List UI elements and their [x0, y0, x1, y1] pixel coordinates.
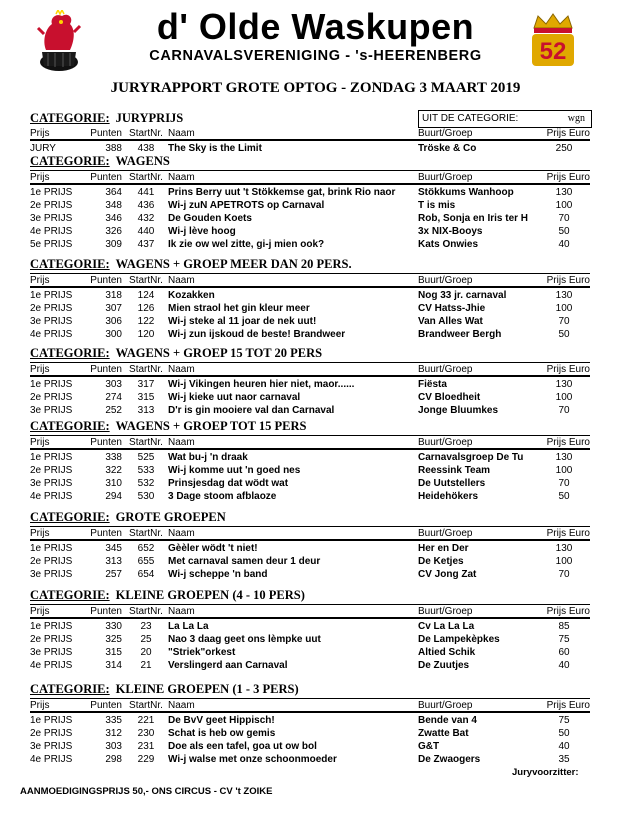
cell-naam: Wi-j scheppe 'n band: [168, 569, 268, 580]
cell-startnr: 122: [137, 316, 155, 327]
cell-prijs: 2e PRIJS: [30, 200, 73, 211]
category-title: [30, 256, 590, 273]
cell-euro: 100: [555, 392, 573, 403]
cell-startnr: 120: [137, 329, 155, 340]
cell-euro: 40: [558, 741, 570, 752]
column-header-euro: Prijs Euro: [546, 606, 590, 617]
cell-euro: 130: [555, 290, 573, 301]
cell-euro: 50: [558, 226, 570, 237]
cell-buurt: CV Hatss-Jhie: [418, 303, 486, 314]
column-header-naam: Naam: [168, 128, 195, 139]
column-header-startnr: StartNr.: [129, 437, 163, 448]
category-box-value: wgn: [567, 113, 585, 124]
column-header-punten: Punten: [90, 606, 122, 617]
cell-punten: 309: [105, 239, 122, 250]
column-header-buurt: Buurt/Groep: [418, 364, 473, 375]
cell-prijs: 1e PRIJS: [30, 290, 73, 301]
category-title: [30, 153, 590, 170]
column-header-punten: Punten: [90, 172, 122, 183]
cell-euro: 70: [558, 213, 570, 224]
column-header-euro: Prijs Euro: [546, 364, 590, 375]
cell-startnr: 25: [140, 634, 152, 645]
category-name: KLEINE GROEPEN (1 - 3 PERS): [115, 682, 299, 696]
category-label: CATEGORIE:: [30, 346, 110, 360]
category-section: [30, 681, 590, 766]
column-header-punten: Punten: [90, 700, 122, 711]
cell-prijs: 2e PRIJS: [30, 728, 73, 739]
cell-euro: 50: [558, 491, 570, 502]
column-header-naam: Naam: [168, 172, 195, 183]
cell-punten: 257: [105, 569, 122, 580]
category-title: [30, 418, 590, 435]
juryvoorzitter-label: Juryvoorzitter:: [512, 767, 579, 778]
cell-startnr: 315: [137, 392, 155, 403]
table-row: [30, 212, 590, 225]
cell-startnr: 436: [137, 200, 155, 211]
cell-punten: 338: [105, 452, 122, 463]
table-row: [30, 289, 590, 302]
cell-punten: 252: [105, 405, 122, 416]
cell-buurt: 3x NIX-Booys: [418, 226, 483, 237]
column-header-buurt: Buurt/Groep: [418, 172, 473, 183]
cell-naam: De BvV geet Hippisch!: [168, 715, 275, 726]
cell-punten: 314: [105, 660, 122, 671]
cell-naam: Wi-j komme uut 'n goed nes: [168, 465, 301, 476]
cell-startnr: 124: [137, 290, 155, 301]
column-header-buurt: Buurt/Groep: [418, 128, 473, 139]
cell-buurt: Reessink Team: [418, 465, 491, 476]
column-header-punten: Punten: [90, 275, 122, 286]
cell-startnr: 440: [137, 226, 155, 237]
cell-buurt: De Zuutjes: [418, 660, 470, 671]
table-row: [30, 740, 590, 753]
cell-euro: 70: [558, 569, 570, 580]
cell-punten: 388: [105, 143, 122, 154]
column-header-startnr: StartNr.: [129, 275, 163, 286]
aanmoedigingsprijs-note: AANMOEDIGINGSPRIJS 50,- ONS CIRCUS - CV 't ZOIKE: [20, 786, 273, 797]
cell-naam: Prins Berry uut 't Stökkemse gat, brink Rio naor: [168, 187, 396, 198]
table-row: [30, 378, 590, 391]
cell-punten: 325: [105, 634, 122, 645]
cell-naam: La La La: [168, 621, 209, 632]
cell-startnr: 655: [137, 556, 155, 567]
table-row: [30, 659, 590, 672]
table-row: [30, 302, 590, 315]
cell-prijs: 3e PRIJS: [30, 647, 73, 658]
column-header-naam: Naam: [168, 275, 195, 286]
cell-startnr: 654: [137, 569, 155, 580]
cell-startnr: 652: [137, 543, 155, 554]
cell-naam: Gèèler wödt 't niet!: [168, 543, 258, 554]
cell-startnr: 438: [137, 143, 155, 154]
cell-euro: 85: [558, 621, 570, 632]
cell-euro: 100: [555, 465, 573, 476]
cell-buurt: Altied Schik: [418, 647, 476, 658]
table-row: [30, 199, 590, 212]
cell-prijs: 3e PRIJS: [30, 741, 73, 752]
cell-punten: 313: [105, 556, 122, 567]
club-title: d' Olde Waskupen: [156, 6, 475, 47]
category-name: WAGENS + GROEP MEER DAN 20 PERS.: [115, 257, 352, 271]
cell-buurt: T is mis: [418, 200, 456, 211]
column-header-startnr: StartNr.: [129, 528, 163, 539]
cell-prijs: 2e PRIJS: [30, 556, 73, 567]
column-header-euro: Prijs Euro: [546, 275, 590, 286]
category-section: [30, 587, 590, 672]
cell-punten: 315: [105, 647, 122, 658]
cell-naam: Wi-j zuN APETROTS op Carnaval: [168, 200, 325, 211]
cell-punten: 322: [105, 465, 122, 476]
column-header-naam: Naam: [168, 528, 195, 539]
cell-naam: Verslingerd aan Carnaval: [168, 660, 288, 671]
table-row: [30, 315, 590, 328]
cell-euro: 70: [558, 405, 570, 416]
cell-euro: 130: [555, 543, 573, 554]
cell-euro: 100: [555, 303, 573, 314]
crown-52-logo-icon: [528, 12, 578, 68]
table-row: [30, 404, 590, 417]
table-row: [30, 568, 590, 581]
table-row: [30, 555, 590, 568]
category-section: [30, 256, 590, 341]
column-header-startnr: StartNr.: [129, 606, 163, 617]
cell-prijs: 4e PRIJS: [30, 754, 73, 765]
cell-euro: 40: [558, 660, 570, 671]
cell-startnr: 23: [140, 621, 152, 632]
cell-naam: De Gouden Koets: [168, 213, 252, 224]
cell-startnr: 437: [137, 239, 155, 250]
cell-punten: 335: [105, 715, 122, 726]
table-row: [30, 186, 590, 199]
cell-euro: 100: [555, 200, 573, 211]
cell-euro: 100: [555, 556, 573, 567]
cell-punten: 364: [105, 187, 122, 198]
cell-buurt: Bende van 4: [418, 715, 477, 726]
column-header-prijs: Prijs: [30, 606, 50, 617]
club-subtitle: CARNAVALSVERENIGING - 's-HEERENBERG: [149, 48, 482, 64]
cell-naam: Wat bu-j 'n draak: [168, 452, 248, 463]
cell-punten: 294: [105, 491, 122, 502]
column-header-naam: Naam: [168, 700, 195, 711]
cell-naam: D'r is gin mooiere val dan Carnaval: [168, 405, 335, 416]
table-header: [30, 127, 590, 141]
report-title: JURYRAPPORT GROTE OPTOG - ZONDAG 3 MAART 2019: [110, 80, 521, 96]
cell-buurt: Carnavalsgroep De Tu: [418, 452, 524, 463]
cell-startnr: 230: [137, 728, 155, 739]
cell-euro: 50: [558, 329, 570, 340]
cell-prijs: 1e PRIJS: [30, 543, 73, 554]
column-header-buurt: Buurt/Groep: [418, 700, 473, 711]
cell-punten: 310: [105, 478, 122, 489]
cell-euro: 130: [555, 379, 573, 390]
cell-naam: Wi-j zun ijskoud de beste! Brandweer: [168, 329, 346, 340]
cell-prijs: 2e PRIJS: [30, 634, 73, 645]
cell-startnr: 20: [140, 647, 152, 658]
cell-prijs: 1e PRIJS: [30, 187, 73, 198]
cell-naam: Wi-j lève hoog: [168, 226, 236, 237]
cell-euro: 70: [558, 316, 570, 327]
cell-prijs: JURY: [30, 143, 56, 154]
column-header-buurt: Buurt/Groep: [418, 528, 473, 539]
cell-buurt: Brandweer Bergh: [418, 329, 502, 340]
cell-naam: Wi-j walse met onze schoonmoeder: [168, 754, 337, 765]
column-header-euro: Prijs Euro: [546, 528, 590, 539]
cell-prijs: 4e PRIJS: [30, 491, 73, 502]
cell-buurt: Cv La La La: [418, 621, 475, 632]
column-header-naam: Naam: [168, 606, 195, 617]
category-label: CATEGORIE:: [30, 257, 110, 271]
cell-naam: Kozakken: [168, 290, 215, 301]
cell-startnr: 231: [137, 741, 155, 752]
cell-euro: 70: [558, 478, 570, 489]
column-header-prijs: Prijs: [30, 700, 50, 711]
column-header-startnr: StartNr.: [129, 700, 163, 711]
column-header-buurt: Buurt/Groep: [418, 606, 473, 617]
table-row: [30, 464, 590, 477]
cell-prijs: 1e PRIJS: [30, 621, 73, 632]
table-header: [30, 273, 590, 288]
table-row: [30, 714, 590, 727]
cell-naam: Doe als een tafel, goa ut ow bol: [168, 741, 317, 752]
cell-euro: 60: [558, 647, 570, 658]
table-row: [30, 753, 590, 766]
cell-punten: 326: [105, 226, 122, 237]
cell-naam: Nao 3 daag geet ons lèmpke uut: [168, 634, 321, 645]
category-box-label: UIT DE CATEGORIE:: [422, 113, 519, 124]
category-title: [30, 587, 590, 604]
cell-punten: 345: [105, 543, 122, 554]
cell-buurt: De Lampekèpkes: [418, 634, 500, 645]
table-row: [30, 727, 590, 740]
cell-punten: 298: [105, 754, 122, 765]
cell-prijs: 2e PRIJS: [30, 465, 73, 476]
category-name: WAGENS: [115, 154, 170, 168]
column-header-startnr: StartNr.: [129, 128, 163, 139]
category-section: [30, 153, 590, 251]
table-row: [30, 477, 590, 490]
table-row: [30, 328, 590, 341]
cell-naam: Prinsjesdag dat wödt wat: [168, 478, 289, 489]
table-header: [30, 698, 590, 713]
category-title: [30, 345, 590, 362]
category-name: WAGENS + GROEP TOT 15 PERS: [115, 419, 307, 433]
table-header: [30, 435, 590, 450]
table-row: [30, 391, 590, 404]
category-title: [30, 110, 416, 127]
cell-euro: 130: [555, 187, 573, 198]
cell-startnr: 532: [137, 478, 155, 489]
cell-naam: Schat is heb ow gemis: [168, 728, 276, 739]
table-header: [30, 362, 590, 377]
cell-startnr: 221: [137, 715, 155, 726]
cell-buurt: G&T: [418, 741, 440, 752]
column-header-punten: Punten: [90, 528, 122, 539]
category-section: [30, 110, 590, 155]
cell-euro: 130: [555, 452, 573, 463]
table-row: [30, 542, 590, 555]
cell-naam: The Sky is the Limit: [168, 143, 262, 154]
cell-naam: Met carnaval samen deur 1 deur: [168, 556, 321, 567]
cell-startnr: 317: [137, 379, 155, 390]
category-title: [30, 509, 590, 526]
table-row: [30, 490, 590, 503]
cell-naam: Mien straol het gin kleur meer: [168, 303, 310, 314]
cell-euro: 75: [558, 715, 570, 726]
cell-prijs: 4e PRIJS: [30, 226, 73, 237]
cell-naam: 3 Dage stoom afblaoze: [168, 491, 277, 502]
cell-prijs: 3e PRIJS: [30, 316, 73, 327]
column-header-euro: Prijs Euro: [546, 437, 590, 448]
cell-startnr: 530: [137, 491, 155, 502]
cell-prijs: 1e PRIJS: [30, 715, 73, 726]
cell-naam: Wi-j steke al 11 joar de nek uut!: [168, 316, 317, 327]
cell-punten: 274: [105, 392, 122, 403]
cell-prijs: 2e PRIJS: [30, 392, 73, 403]
column-header-euro: Prijs Euro: [546, 172, 590, 183]
table-row: [30, 646, 590, 659]
cell-punten: 346: [105, 213, 122, 224]
category-label: CATEGORIE:: [30, 111, 110, 125]
column-header-punten: Punten: [90, 364, 122, 375]
table-row: [30, 633, 590, 646]
column-header-prijs: Prijs: [30, 437, 50, 448]
cell-euro: 40: [558, 239, 570, 250]
table-header: [30, 170, 590, 185]
cell-punten: 303: [105, 379, 122, 390]
column-header-punten: Punten: [90, 437, 122, 448]
cell-prijs: 2e PRIJS: [30, 303, 73, 314]
column-header-prijs: Prijs: [30, 128, 50, 139]
cell-buurt: Nog 33 jr. carnaval: [418, 290, 507, 301]
cell-buurt: Tröske & Co: [418, 143, 477, 154]
cell-naam: Ik zie ow wel zitte, gi-j mien ook?: [168, 239, 325, 250]
column-header-naam: Naam: [168, 437, 195, 448]
column-header-prijs: Prijs: [30, 364, 50, 375]
cell-startnr: 441: [137, 187, 155, 198]
category-label: CATEGORIE:: [30, 510, 110, 524]
table-header: [30, 526, 590, 541]
cell-punten: 348: [105, 200, 122, 211]
column-header-startnr: StartNr.: [129, 172, 163, 183]
cell-prijs: 1e PRIJS: [30, 379, 73, 390]
column-header-prijs: Prijs: [30, 528, 50, 539]
cell-prijs: 4e PRIJS: [30, 660, 73, 671]
cell-punten: 318: [105, 290, 122, 301]
cell-startnr: 432: [137, 213, 155, 224]
cell-buurt: Fiësta: [418, 379, 447, 390]
cell-buurt: Rob, Sonja en Iris ter H: [418, 213, 529, 224]
category-title: [30, 681, 590, 698]
cell-buurt: De Ketjes: [418, 556, 464, 567]
cell-buurt: Zwatte Bat: [418, 728, 469, 739]
column-header-euro: Prijs Euro: [546, 128, 590, 139]
category-name: KLEINE GROEPEN (4 - 10 PERS): [115, 588, 305, 602]
cell-naam: "Striek"orkest: [168, 647, 236, 658]
table-row: [30, 620, 590, 633]
column-header-buurt: Buurt/Groep: [418, 437, 473, 448]
cell-startnr: 533: [137, 465, 155, 476]
cell-prijs: 3e PRIJS: [30, 213, 73, 224]
table-row: [30, 451, 590, 464]
cell-startnr: 126: [137, 303, 155, 314]
cell-buurt: Kats Onwies: [418, 239, 479, 250]
column-header-punten: Punten: [90, 128, 122, 139]
cell-euro: 35: [558, 754, 570, 765]
cell-naam: Wi-j kieke uut naor carnaval: [168, 392, 301, 403]
category-section: [30, 418, 590, 503]
cell-euro: 250: [555, 143, 573, 154]
cell-prijs: 4e PRIJS: [30, 329, 73, 340]
column-header-prijs: Prijs: [30, 172, 50, 183]
category-label: CATEGORIE:: [30, 588, 110, 602]
cell-buurt: Van Alles Wat: [418, 316, 483, 327]
cell-prijs: 1e PRIJS: [30, 452, 73, 463]
category-label: CATEGORIE:: [30, 419, 110, 433]
column-header-startnr: StartNr.: [129, 364, 163, 375]
cell-punten: 303: [105, 741, 122, 752]
cell-punten: 306: [105, 316, 122, 327]
cell-prijs: 3e PRIJS: [30, 478, 73, 489]
cell-buurt: Her en Der: [418, 543, 469, 554]
category-name: GROTE GROEPEN: [115, 510, 226, 524]
cell-euro: 50: [558, 728, 570, 739]
cell-startnr: 229: [137, 754, 155, 765]
cell-punten: 330: [105, 621, 122, 632]
category-name: WAGENS + GROEP 15 TOT 20 PERS: [115, 346, 323, 360]
table-row: [30, 238, 590, 251]
cell-prijs: 5e PRIJS: [30, 239, 73, 250]
table-row: [30, 225, 590, 238]
column-header-buurt: Buurt/Groep: [418, 275, 473, 286]
table-header: [30, 604, 590, 619]
cell-prijs: 3e PRIJS: [30, 405, 73, 416]
cell-buurt: De Zwaogers: [418, 754, 481, 765]
category-label: CATEGORIE:: [30, 154, 110, 168]
logo-52-text: 52: [539, 38, 567, 65]
cell-euro: 75: [558, 634, 570, 645]
column-header-prijs: Prijs: [30, 275, 50, 286]
cell-buurt: CV Bloedheit: [418, 392, 481, 403]
cell-buurt: Stökkums Wanhoop: [418, 187, 514, 198]
cell-buurt: CV Jong Zat: [418, 569, 477, 580]
category-section: [30, 345, 590, 417]
cell-punten: 312: [105, 728, 122, 739]
cell-startnr: 21: [140, 660, 152, 671]
column-header-naam: Naam: [168, 364, 195, 375]
category-name: JURYPRIJS: [115, 111, 184, 125]
cell-naam: Wi-j Vikingen heuren hier niet, maor......: [168, 379, 355, 390]
cell-startnr: 313: [137, 405, 155, 416]
cell-punten: 307: [105, 303, 122, 314]
category-label: CATEGORIE:: [30, 682, 110, 696]
column-header-euro: Prijs Euro: [546, 700, 590, 711]
cell-startnr: 525: [137, 452, 155, 463]
cell-punten: 300: [105, 329, 122, 340]
cell-buurt: De Uutstellers: [418, 478, 486, 489]
cell-buurt: Jonge Bluumkes: [418, 405, 499, 416]
cell-prijs: 3e PRIJS: [30, 569, 73, 580]
category-section: [30, 509, 590, 581]
cell-buurt: Heidehökers: [418, 491, 479, 502]
